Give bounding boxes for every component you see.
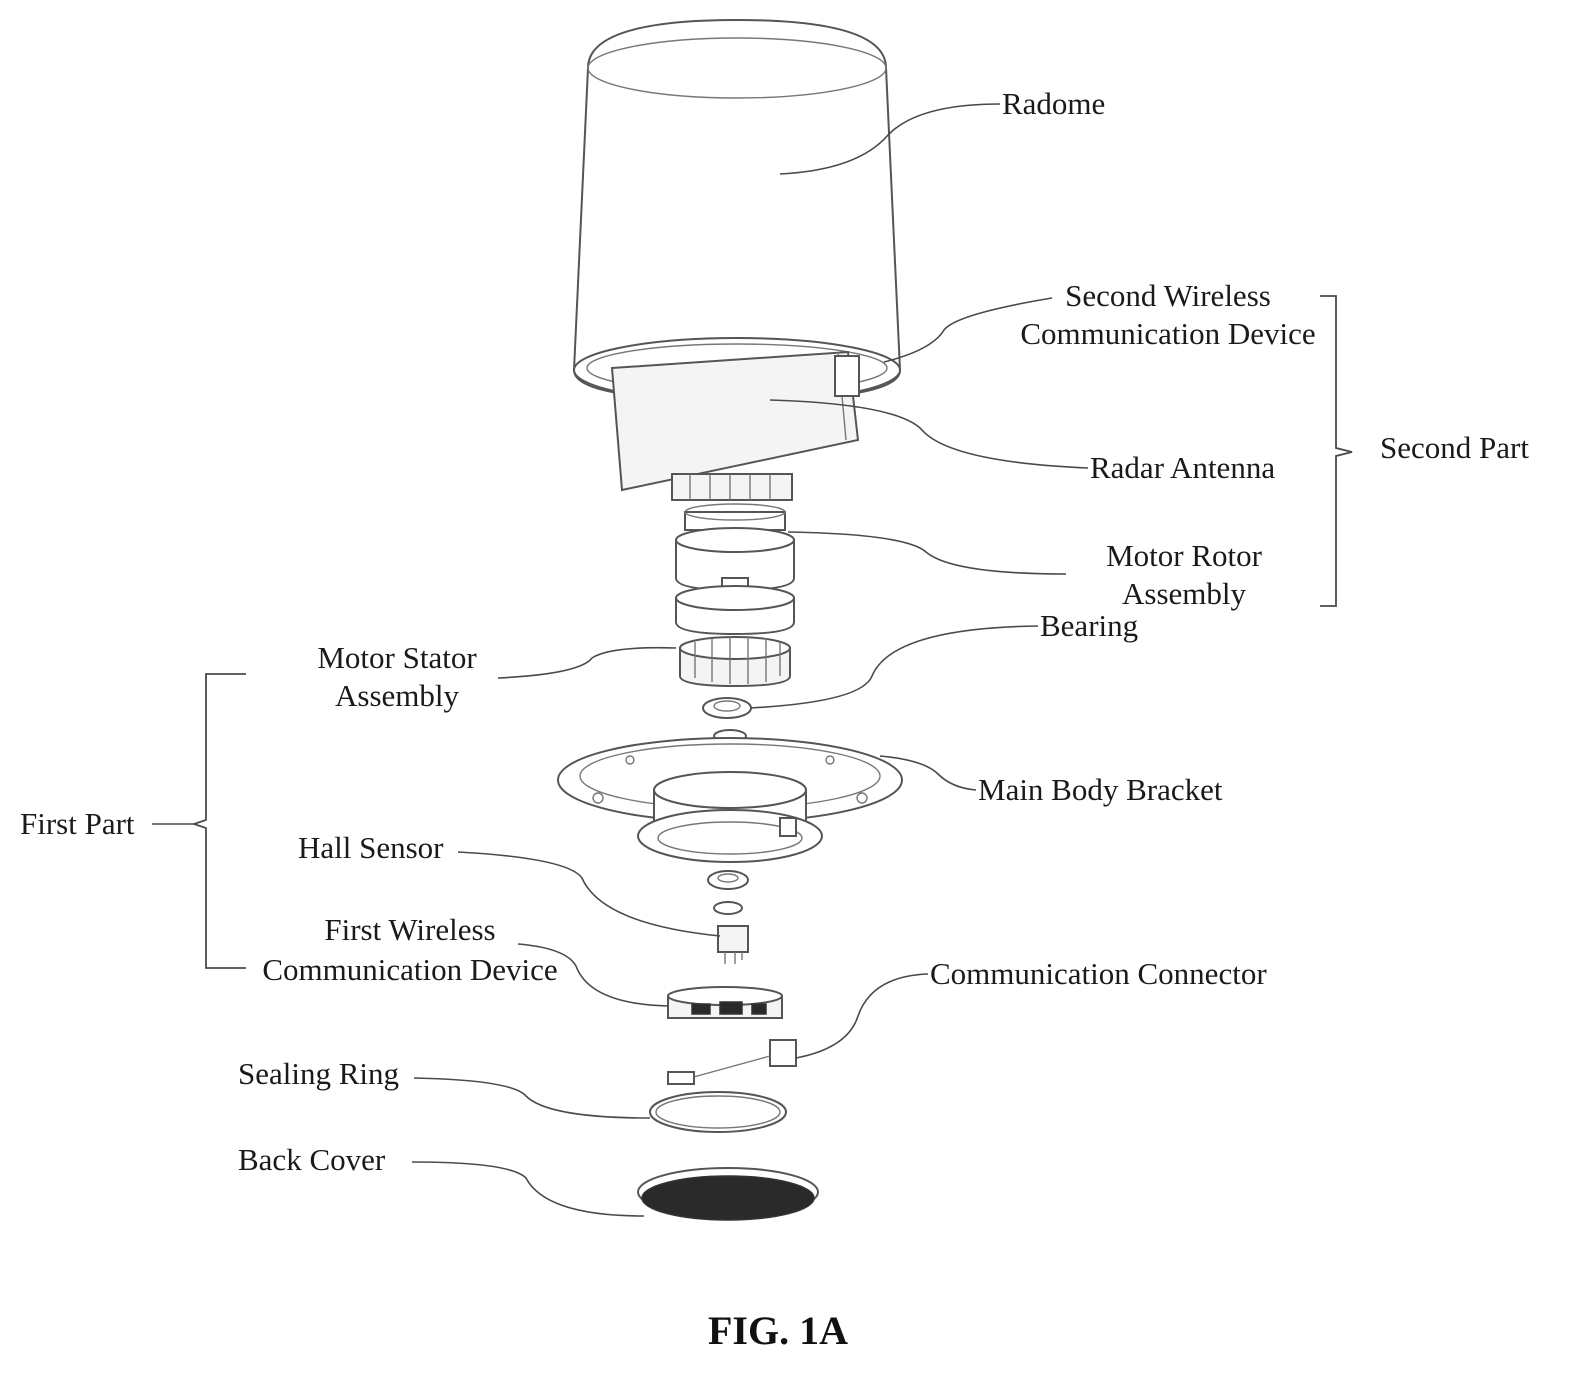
label-second-wireless-line2: Communication Device — [1020, 316, 1316, 351]
label-motor-rotor-line1: Motor Rotor — [1106, 538, 1262, 573]
label-bearing: Bearing — [1040, 608, 1139, 643]
label-motor-rotor-line2: Assembly — [1122, 576, 1246, 611]
label-main-body-bracket: Main Body Bracket — [978, 772, 1223, 807]
leader-bearing — [750, 626, 1038, 708]
first-part-brace — [152, 674, 246, 968]
leader-communication-connector — [796, 974, 928, 1058]
sealing-ring-part — [650, 1092, 786, 1132]
main-body-bracket-part — [558, 738, 902, 862]
radome-part — [574, 20, 900, 402]
leader-motor-stator — [498, 648, 676, 678]
motor-rotor-part — [676, 504, 794, 634]
radar-antenna-part — [612, 352, 859, 500]
leader-hall-sensor — [458, 852, 720, 936]
label-radar-antenna: Radar Antenna — [1090, 450, 1276, 485]
second-part-brace — [1320, 296, 1352, 606]
label-radome: Radome — [1002, 86, 1106, 121]
label-second-wireless-line1: Second Wireless — [1065, 278, 1271, 313]
communication-connector-part — [668, 1040, 796, 1084]
label-first-part: First Part — [20, 806, 135, 841]
back-cover-part — [638, 1168, 818, 1220]
first-wireless-device-part — [668, 987, 782, 1018]
leader-back-cover — [412, 1162, 644, 1216]
leader-sealing-ring — [414, 1078, 650, 1118]
label-sealing-ring: Sealing Ring — [238, 1056, 400, 1091]
label-first-wireless-line1: First Wireless — [324, 912, 496, 947]
label-motor-stator-line1: Motor Stator — [317, 640, 477, 675]
label-motor-stator-line2: Assembly — [335, 678, 459, 713]
motor-stator-part — [680, 636, 790, 686]
label-back-cover: Back Cover — [238, 1142, 386, 1177]
bearing-part — [703, 698, 751, 742]
label-second-part: Second Part — [1380, 430, 1529, 465]
leader-motor-rotor — [788, 532, 1066, 574]
figure-caption: FIG. 1A — [708, 1308, 848, 1353]
label-hall-sensor: Hall Sensor — [298, 830, 444, 865]
label-communication-connector: Communication Connector — [930, 956, 1267, 991]
label-first-wireless-line2: Communication Device — [262, 952, 558, 987]
hall-sensor-part — [708, 871, 748, 964]
